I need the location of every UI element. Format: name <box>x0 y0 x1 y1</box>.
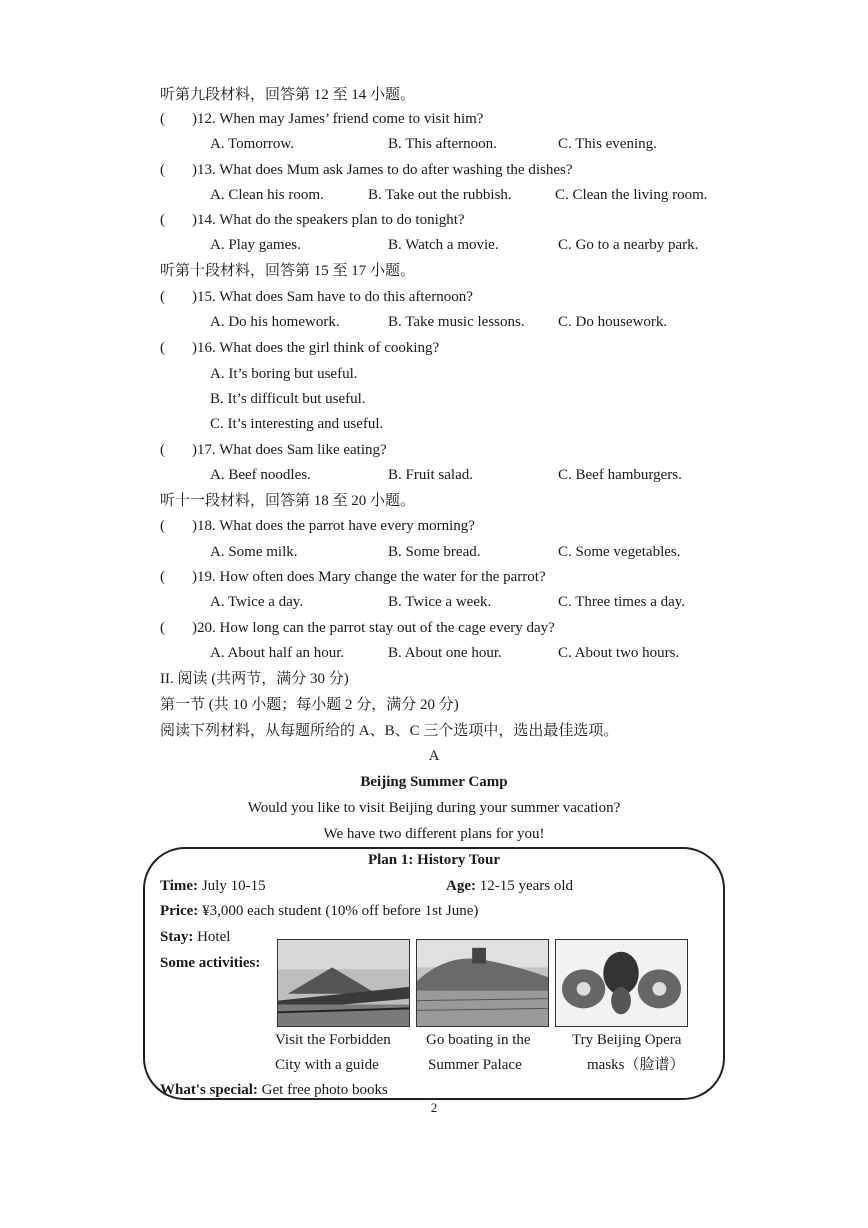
option-c: C. This evening. <box>558 136 657 152</box>
activity-3-line-1: Try Beijing Opera <box>572 1032 682 1048</box>
option-c: C. Three times a day. <box>558 594 686 610</box>
answer-blank[interactable]: ( <box>160 569 165 585</box>
answer-blank[interactable]: ( <box>160 340 165 356</box>
passage-title: Beijing Summer Camp <box>360 774 508 790</box>
option-b: B. Twice a week. <box>388 594 492 610</box>
question-stem: )19. How often does Mary change the water for the parrot? <box>192 569 546 585</box>
activity-1-line-2: City with a guide <box>275 1057 379 1073</box>
stay-label: Stay: <box>160 929 194 945</box>
price-row <box>160 901 478 921</box>
stay-row <box>160 927 230 947</box>
option-c: C. It’s interesting and useful. <box>210 416 384 432</box>
answer-blank[interactable]: ( <box>160 518 165 534</box>
answer-blank[interactable]: ( <box>160 162 165 178</box>
opera-masks-photo <box>555 939 688 1027</box>
question-18 <box>160 516 475 536</box>
question-16 <box>160 338 439 358</box>
instructions: 阅读下列材料，从每题所给的 A、B、C 三个选项中，选出最佳选项。 <box>160 723 619 739</box>
question-stem: )20. How long can the parrot stay out of the cage every day? <box>192 620 555 636</box>
answer-blank[interactable]: ( <box>160 442 165 458</box>
option-b: B. Some bread. <box>388 544 481 560</box>
age-row <box>446 876 573 896</box>
question-15 <box>160 287 473 307</box>
question-19 <box>160 567 546 587</box>
option-b: B. About one hour. <box>388 645 502 661</box>
activity-3-line-2: masks（脸谱） <box>587 1057 685 1073</box>
passage-letter: A <box>428 748 440 764</box>
option-a: A. Some milk. <box>210 544 298 560</box>
answer-blank[interactable]: ( <box>160 111 165 127</box>
section-header: 听第十段材料，回答第 15 至 17 小题。 <box>160 263 416 279</box>
question-stem: )12. When may James’ friend come to visit him? <box>192 111 484 127</box>
option-a: A. Beef noodles. <box>210 467 311 483</box>
option-a: A. Do his homework. <box>210 314 340 330</box>
question-17 <box>160 440 387 460</box>
intro-line-2: We have two different plans for you! <box>323 826 545 842</box>
option-b: B. Watch a movie. <box>388 237 499 253</box>
answer-blank[interactable]: ( <box>160 212 165 228</box>
option-a: A. About half an hour. <box>210 645 345 661</box>
time-label: Time: <box>160 878 199 894</box>
special-row <box>160 1080 388 1100</box>
price-label: Price: <box>160 903 199 919</box>
time-row <box>160 876 266 896</box>
activity-2-line-2: Summer Palace <box>428 1057 522 1073</box>
option-c: C. Some vegetables. <box>558 544 681 560</box>
forbidden-city-photo <box>277 939 410 1027</box>
summer-palace-photo <box>416 939 549 1027</box>
price-value: ¥3,000 each student (10% off before 1st June) <box>202 903 479 919</box>
section-header: 听第九段材料，回答第 12 至 14 小题。 <box>160 87 416 103</box>
question-12 <box>160 109 483 129</box>
section-header: 听十一段材料，回答第 18 至 20 小题。 <box>160 493 416 509</box>
question-stem: )17. What does Sam like eating? <box>192 442 387 458</box>
activity-1-line-1: Visit the Forbidden <box>275 1032 391 1048</box>
option-c: C. About two hours. <box>558 645 680 661</box>
question-14 <box>160 210 465 230</box>
activities-label: Some activities: <box>160 955 261 971</box>
answer-blank[interactable]: ( <box>160 620 165 636</box>
question-13 <box>160 160 572 180</box>
question-stem: )18. What does the parrot have every morning? <box>192 518 475 534</box>
option-b: B. This afternoon. <box>388 136 497 152</box>
option-b: B. Take music lessons. <box>388 314 525 330</box>
age-value: 12-15 years old <box>479 878 574 894</box>
option-a: A. Clean his room. <box>210 187 324 203</box>
option-a: A. Tomorrow. <box>210 136 294 152</box>
option-c: C. Beef hamburgers. <box>558 467 682 483</box>
section-title: 第一节 (共 10 小题；每小题 2 分，满分 20 分) <box>160 697 459 713</box>
page-number: 2 <box>430 1100 438 1115</box>
special-label: What's special: <box>160 1082 258 1098</box>
answer-blank[interactable]: ( <box>160 289 165 305</box>
question-20 <box>160 618 555 638</box>
age-label: Age: <box>446 878 476 894</box>
question-stem: )14. What do the speakers plan to do tonight? <box>192 212 465 228</box>
special-value: Get free photo books <box>261 1082 388 1098</box>
part-title: II. 阅读 (共两节，满分 30 分) <box>160 671 349 687</box>
option-b: B. It’s difficult but useful. <box>210 391 366 407</box>
option-c: C. Clean the living room. <box>555 187 708 203</box>
activity-2-line-1: Go boating in the <box>426 1032 531 1048</box>
question-stem: )13. What does Mum ask James to do after washing the dishes? <box>192 162 573 178</box>
stay-value: Hotel <box>197 929 231 945</box>
option-a: A. Twice a day. <box>210 594 304 610</box>
option-c: C. Go to a nearby park. <box>558 237 699 253</box>
intro-line-1: Would you like to visit Beijing during your summer vacation? <box>247 800 621 816</box>
question-stem: )16. What does the girl think of cooking? <box>192 340 440 356</box>
option-a: A. It’s boring but useful. <box>210 366 358 382</box>
time-value: July 10-15 <box>201 878 266 894</box>
option-c: C. Do housework. <box>558 314 668 330</box>
plan-title: Plan 1: History Tour <box>367 852 501 868</box>
option-b: B. Fruit salad. <box>388 467 473 483</box>
option-b: B. Take out the rubbish. <box>368 187 512 203</box>
question-stem: )15. What does Sam have to do this afternoon? <box>192 289 473 305</box>
option-a: A. Play games. <box>210 237 301 253</box>
